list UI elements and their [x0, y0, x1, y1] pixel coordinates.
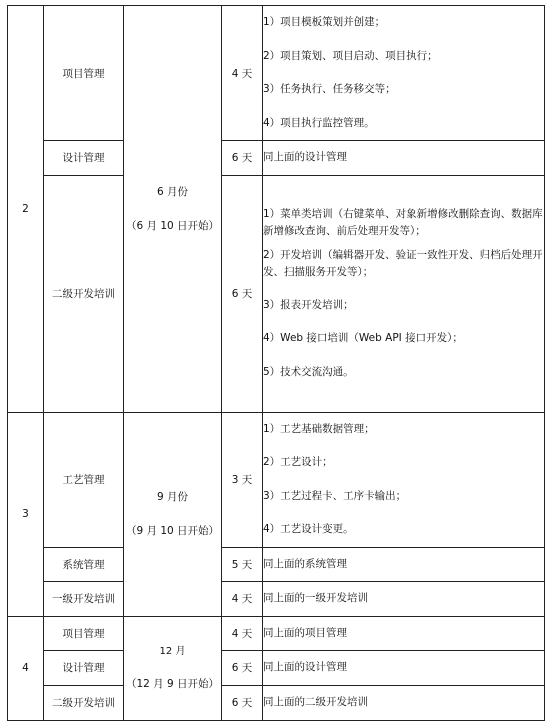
module-name: 项目管理	[44, 616, 124, 651]
table-row	[8, 685, 545, 720]
table-row	[8, 141, 545, 176]
content-item: 4）项目执行监控管理。	[263, 116, 375, 129]
group-number: 4	[8, 616, 44, 720]
module-name: 项目管理	[44, 6, 124, 141]
group-number: 3	[8, 412, 44, 616]
month-cell	[124, 6, 222, 413]
content-item: 1）工艺基础数据管理；	[263, 422, 375, 435]
month-cell	[124, 412, 222, 616]
month-cell	[124, 616, 222, 720]
content-cell	[263, 412, 545, 547]
module-name: 二级开发培训	[44, 175, 124, 412]
content-item: 同上面的二级开发培训	[263, 695, 368, 708]
content-item: 5）技术交流沟通。	[263, 365, 354, 378]
duration: 6 天	[222, 175, 263, 412]
duration: 5 天	[222, 547, 263, 582]
content-item: 4）工艺设计变更。	[263, 523, 354, 535]
content-cell	[263, 141, 545, 176]
table-row	[8, 582, 545, 617]
content-item: 2）项目策划、项目启动、项目执行；	[263, 49, 438, 62]
module-name: 系统管理	[44, 547, 124, 582]
duration: 6 天	[222, 651, 263, 686]
duration: 6 天	[222, 141, 263, 176]
start-date: （9 月 10 日开始）	[125, 525, 220, 537]
module-name: 二级开发培训	[44, 685, 124, 720]
month-label: 6 月份	[156, 185, 189, 198]
content-cell	[263, 6, 545, 141]
table-row	[8, 616, 545, 651]
group-number: 2	[8, 6, 44, 413]
table-row	[8, 651, 545, 686]
content-item: 4）Web 接口培训（Web API 接口开发）；	[263, 332, 463, 345]
table-row	[8, 547, 545, 582]
content-item: 同上面的项目管理	[263, 626, 347, 639]
content-item: 同上面的一级开发培训	[263, 592, 368, 604]
month-label: 12 月	[159, 646, 186, 657]
module-name: 工艺管理	[44, 412, 124, 547]
duration: 4 天	[222, 6, 263, 141]
module-name: 设计管理	[44, 141, 124, 176]
content-cell	[263, 175, 545, 412]
content-item: 2）开发培训（编辑器开发、验证一致性开发、归档后处理开发、扫描服务开发等）；	[263, 249, 543, 278]
content-item: 3）任务执行、任务移交等；	[263, 83, 396, 95]
training-schedule-table	[7, 5, 545, 721]
content-item: 3）工艺过程卡、工序卡输出；	[263, 489, 407, 502]
content-item: 1）项目模板策划并创建；	[263, 16, 386, 28]
content-cell	[263, 651, 545, 686]
duration: 4 天	[222, 616, 263, 651]
table-row	[8, 412, 545, 547]
content-item: 2）工艺设计；	[263, 456, 333, 468]
start-date: （6 月 10 日开始）	[125, 219, 220, 232]
content-item: 同上面的设计管理	[263, 151, 347, 163]
duration: 3 天	[222, 412, 263, 547]
table-row	[8, 6, 545, 141]
content-item: 3）报表开发培训；	[263, 298, 354, 311]
duration: 4 天	[222, 582, 263, 617]
table-row	[8, 175, 545, 412]
module-name: 一级开发培训	[44, 582, 124, 617]
month-label: 9 月份	[156, 491, 189, 503]
content-item: 同上面的系统管理	[263, 557, 347, 570]
duration: 6 天	[222, 685, 263, 720]
content-cell	[263, 616, 545, 651]
start-date: （12 月 9 日开始）	[125, 678, 220, 690]
content-cell	[263, 582, 545, 617]
module-name: 设计管理	[44, 651, 124, 686]
content-item: 同上面的设计管理	[263, 661, 347, 673]
content-item: 1）菜单类培训（右键菜单、对象新增修改删除查询、数据库新增修改查询、前后处理开发等）；	[263, 207, 543, 237]
content-cell	[263, 685, 545, 720]
content-cell	[263, 547, 545, 582]
